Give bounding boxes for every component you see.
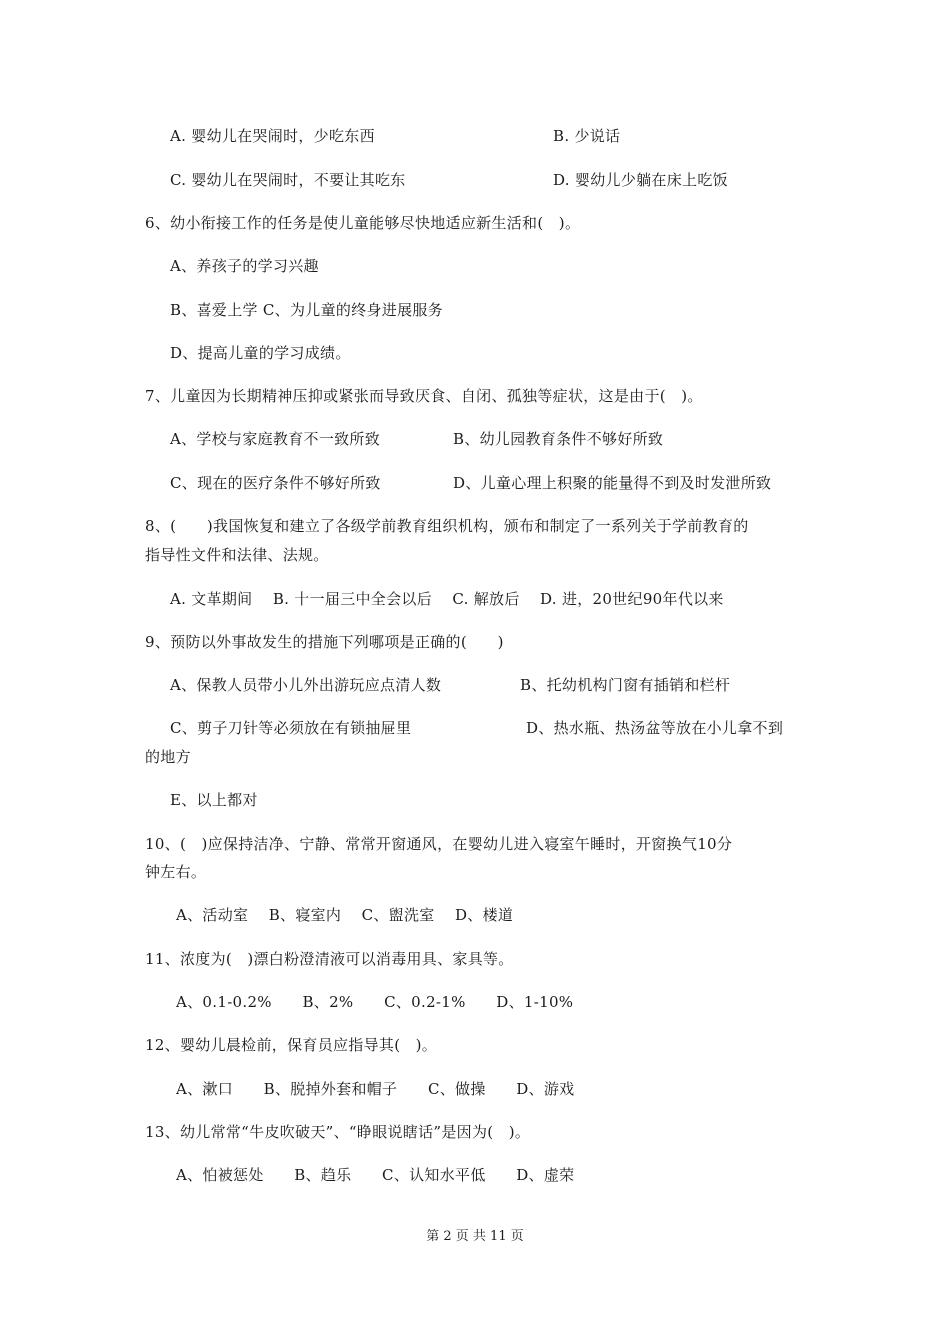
q6-option-a: A、养孩子的学习兴趣	[170, 257, 319, 275]
q13-stem: 13、幼儿常常“牛皮吹破天”、“睁眼说瞎话”是因为( )。	[145, 1123, 531, 1141]
q11-options: A、0.1-0.2% B、2% C、0.2-1% D、1-10%	[176, 993, 574, 1011]
page-footer: 第 2 页 共 11 页	[426, 1229, 524, 1244]
q7-option-b: B、幼儿园教育条件不够好所致	[453, 430, 664, 448]
q6-stem: 6、幼小衔接工作的任务是使儿童能够尽快地适应新生活和( )。	[145, 214, 581, 232]
q8-stem-line1: 8、( )我国恢复和建立了各级学前教育组织机构，颁布和制定了一系列关于学前教育的	[145, 517, 749, 535]
q9-option-a: A、保教人员带小儿外出游玩应点清人数	[170, 676, 442, 694]
q5-option-c: C. 婴幼儿在哭闹时，不要让其吃东	[170, 171, 406, 189]
q10-stem-line2: 钟左右。	[145, 863, 207, 881]
q9-option-d-line2: 的地方	[145, 748, 191, 766]
q6-option-bc: B、喜爱上学 C、为儿童的终身进展服务	[170, 301, 443, 319]
q6-option-d: D、提高儿童的学习成绩。	[170, 344, 351, 362]
q7-option-a: A、学校与家庭教育不一致所致	[170, 430, 381, 448]
q8-stem-line2: 指导性文件和法律、法规。	[145, 546, 329, 564]
q8-options: A. 文革期间 B. 十一届三中全会以后 C. 解放后 D. 进，20世纪90年代以来	[170, 590, 724, 608]
q5-option-d: D. 婴幼儿少躺在床上吃饭	[553, 171, 728, 189]
q9-option-e: E、以上都对	[170, 791, 258, 809]
q10-stem-line1: 10、( )应保持洁净、宁静、常常开窗通风，在婴幼儿进入寝室午睡时，开窗换气10分	[145, 835, 733, 853]
q12-options: A、漱口 B、脱掉外套和帽子 C、做操 D、游戏	[176, 1080, 575, 1098]
q7-option-d: D、儿童心理上积聚的能量得不到及时发泄所致	[453, 474, 772, 492]
q7-option-c: C、现在的医疗条件不够好所致	[170, 474, 381, 492]
q5-option-a: A. 婴幼儿在哭闹时，少吃东西	[170, 127, 375, 145]
q11-stem: 11、浓度为( )漂白粉澄清液可以消毒用具、家具等。	[145, 950, 514, 968]
q9-option-d-line1: D、热水瓶、热汤盆等放在小儿拿不到	[526, 719, 784, 737]
q10-options: A、活动室 B、寝室内 C、盥洗室 D、楼道	[176, 906, 514, 924]
q12-stem: 12、婴幼儿晨检前，保育员应指导其( )。	[145, 1036, 438, 1054]
q7-stem: 7、儿童因为长期精神压抑或紧张而导致厌食、自闭、孤独等症状，这是由于( )。	[145, 387, 703, 405]
q9-option-b: B、托幼机构门窗有插销和栏杆	[520, 676, 731, 694]
q9-option-c: C、剪子刀针等必须放在有锁抽屉里	[170, 719, 412, 737]
q9-stem: 9、预防以外事故发生的措施下列哪项是正确的( )	[145, 633, 504, 651]
q5-option-b: B. 少说话	[553, 127, 621, 145]
q13-options: A、怕被惩处 B、趋乐 C、认知水平低 D、虚荣	[176, 1166, 575, 1184]
